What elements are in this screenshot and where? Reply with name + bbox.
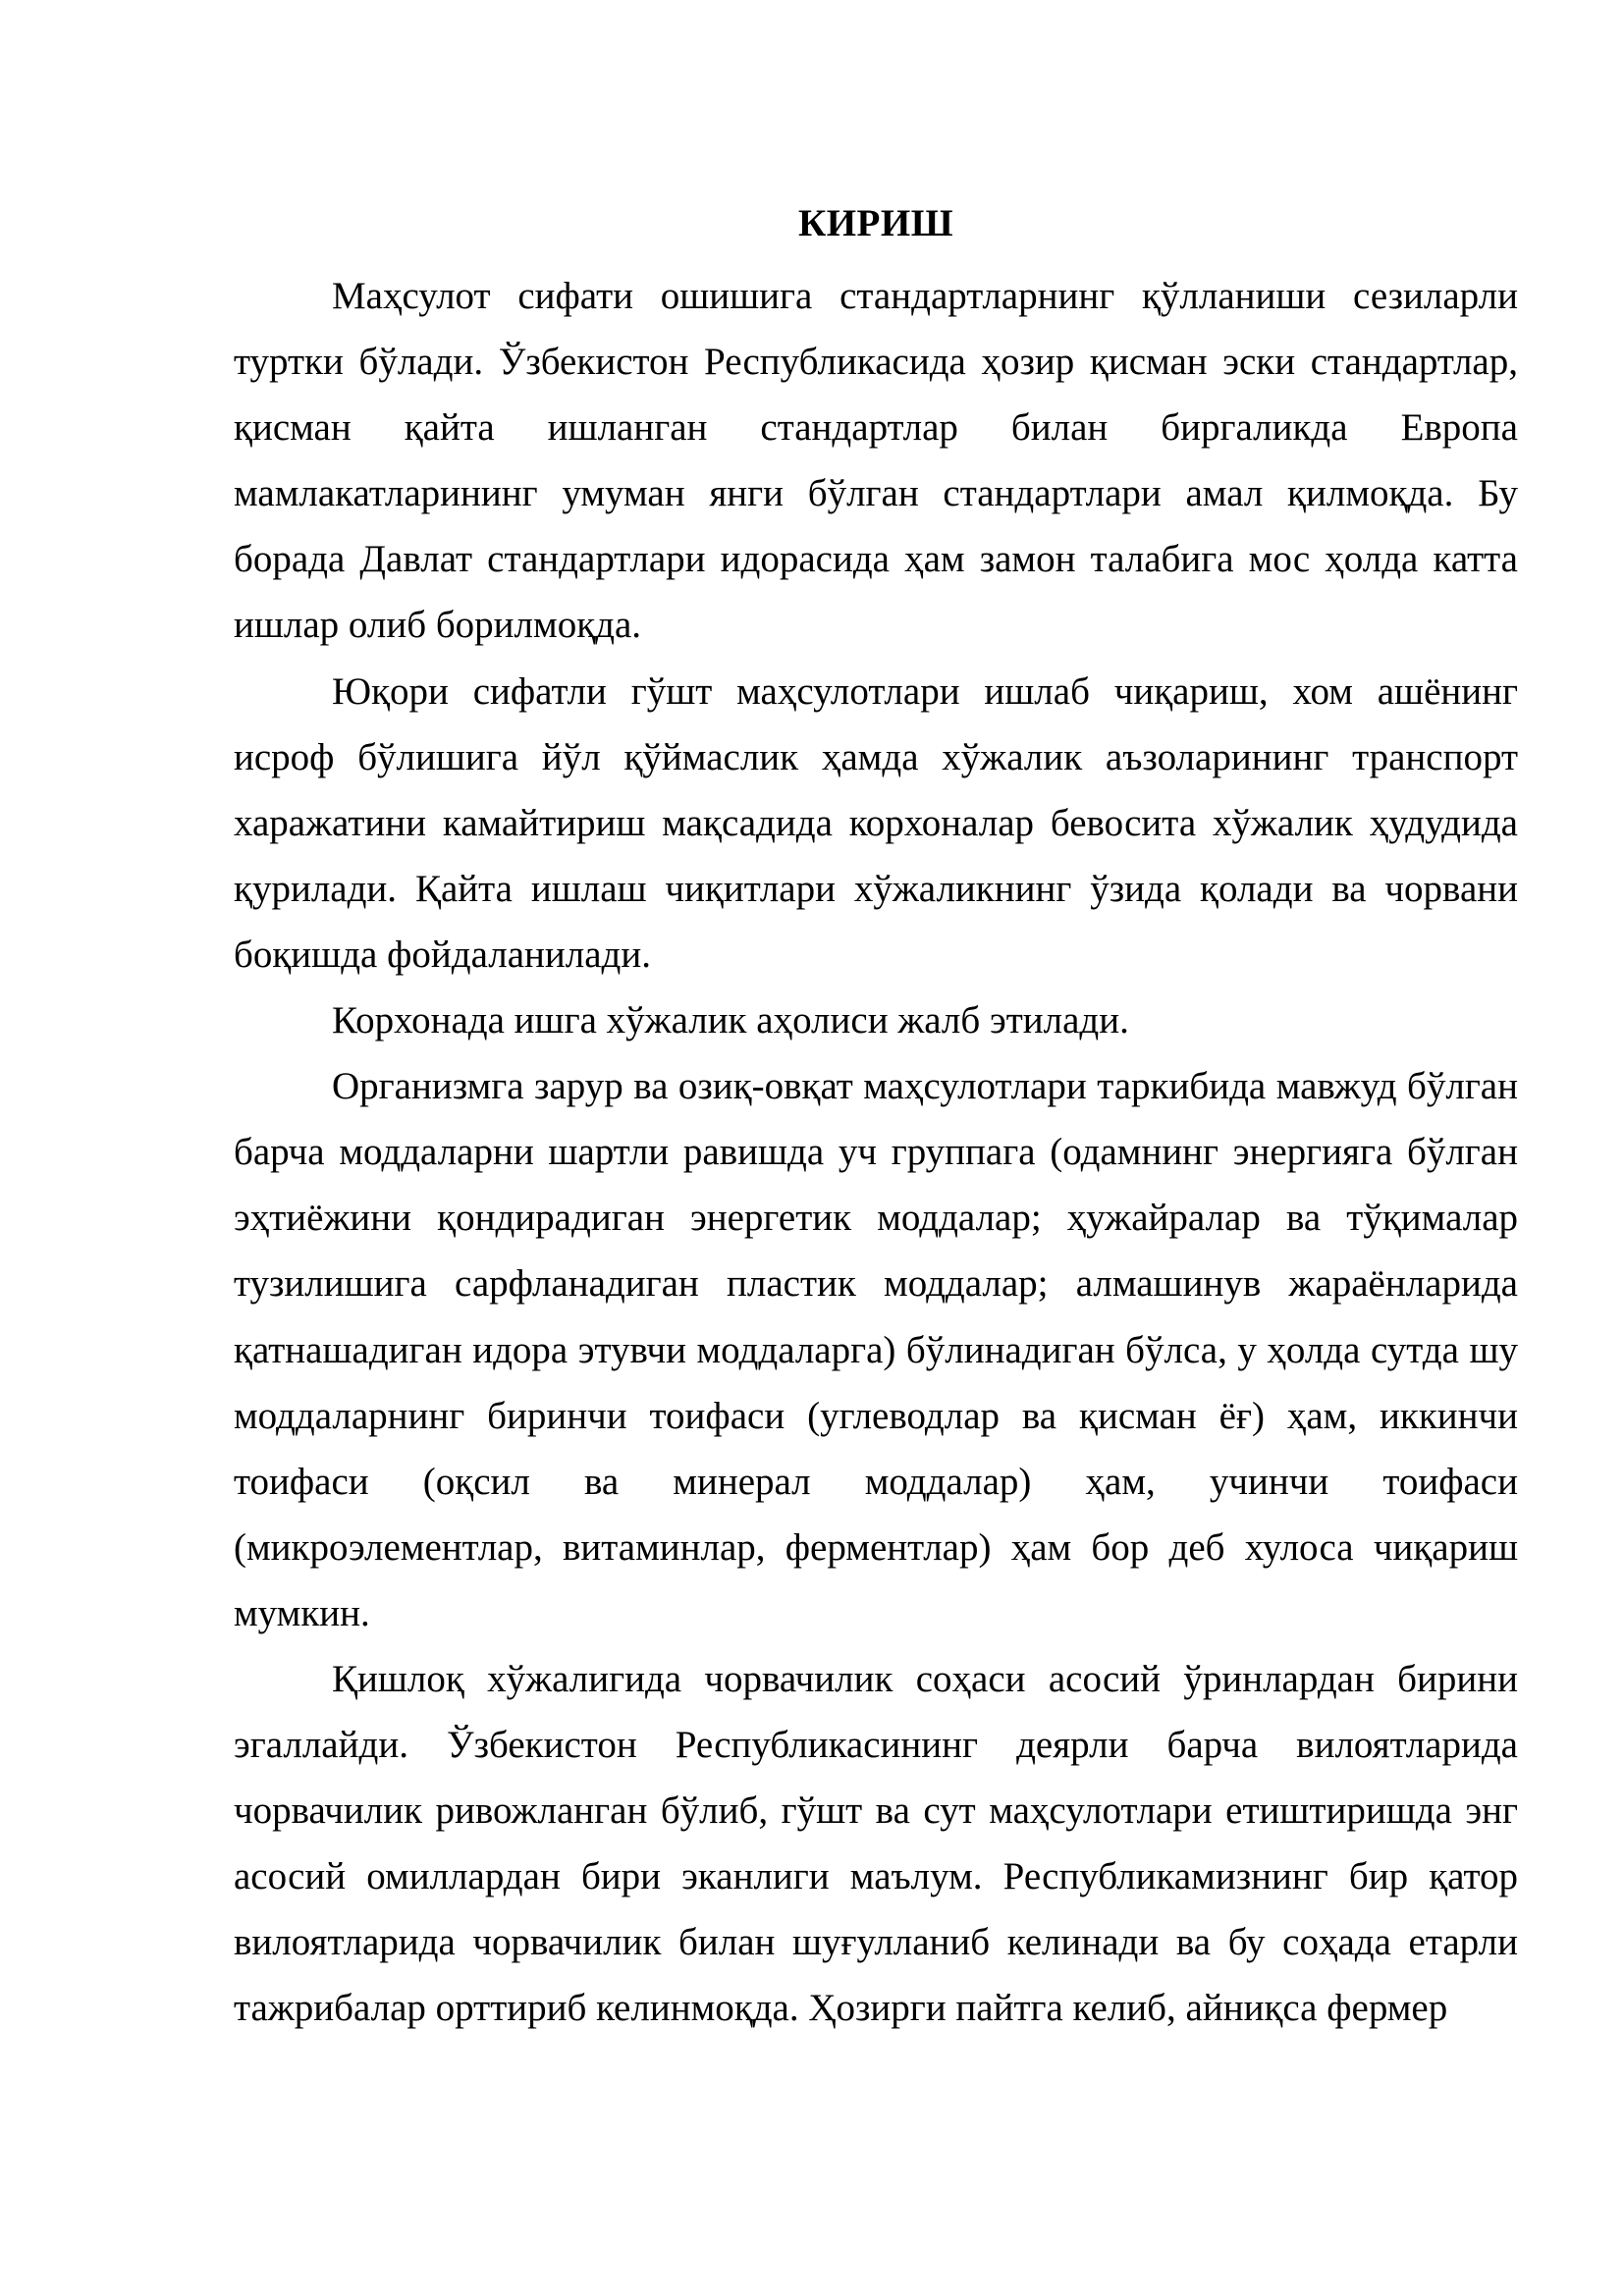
paragraph-product-quality: Маҳсулот сифати ошишига стандартларнинг қўлланиши сезиларли туртки бўлади. Ўзбекистон Республикасида ҳозир қисман эски стандартлар, қисман қайта ишланган стандартлар билан биргаликда Европа мамлакатларининг умуман янги бўлган стандартлари амал қилмоқда. Бу борада Давлат стандартлари идорасида ҳам замон талабига мос ҳолда катта ишлар олиб борилмоқда. — [234, 275, 1518, 647]
paragraph-meat-production: Юқори сифатли гўшт маҳсулотлари ишлаб чиқариш, хом ашёнинг исроф бўлишига йўл қўймаслик ҳамда хўжалик аъзоларининг транспорт харажатини камайтириш мақсадида корхоналар бевосита хўжалик ҳудудида қурилади. Қайта ишлаш чиқитлари хўжаликнинг ўзида қолади ва чорвани боқишда фойдаланилади. — [234, 669, 1518, 976]
paragraph-nutrients: Организмга зарур ва озиқ-овқат маҳсулотлари таркибида мавжуд бўлган барча моддаларни шартли равишда уч группага (одамнинг энергияга бўлган эҳтиёжини қондирадиган энергетик моддалар; ҳужайралар ва тўқималар тузилишига сарфланадиган пластик моддалар; алмашинув жараёнларида қатнашадиган идора этувчи моддаларга) бўлинадиган бўлса, у ҳолда сутда шу моддаларнинг биринчи тоифаси (углеводлар ва қисман ёғ) ҳам, иккинчи тоифаси (оқсил ва минерал моддалар) ҳам, учинчи тоифаси (микроэлементлар, витаминлар, ферментлар) ҳам бор деб хулоса чиқариш мумкин. — [234, 1065, 1518, 1634]
paragraph-livestock: Қишлоқ хўжалигида чорвачилик соҳаси асосий ўринлардан бирини эгаллайди. Ўзбекистон Республикасининг деярли барча вилоятларида чорвачилик ривожланган бўлиб, гўшт ва сут маҳсулотлари етиштиришда энг асосий омиллардан бири эканлиги маълум. Республикамизнинг бир қатор вилоятларида чорвачилик билан шуғулланиб келинади ва бу соҳада етарли тажрибалар орттириб келинмоқда. Ҳозирги пайтга келиб, айниқса фермер — [234, 1657, 1518, 2030]
document-page — [234, 194, 1518, 2042]
document-body — [234, 263, 1518, 2042]
paragraph-workforce: Корхонада ишга хўжалик аҳолиси жалб этилади. — [332, 999, 1129, 1042]
document-title: КИРИШ — [797, 202, 954, 244]
